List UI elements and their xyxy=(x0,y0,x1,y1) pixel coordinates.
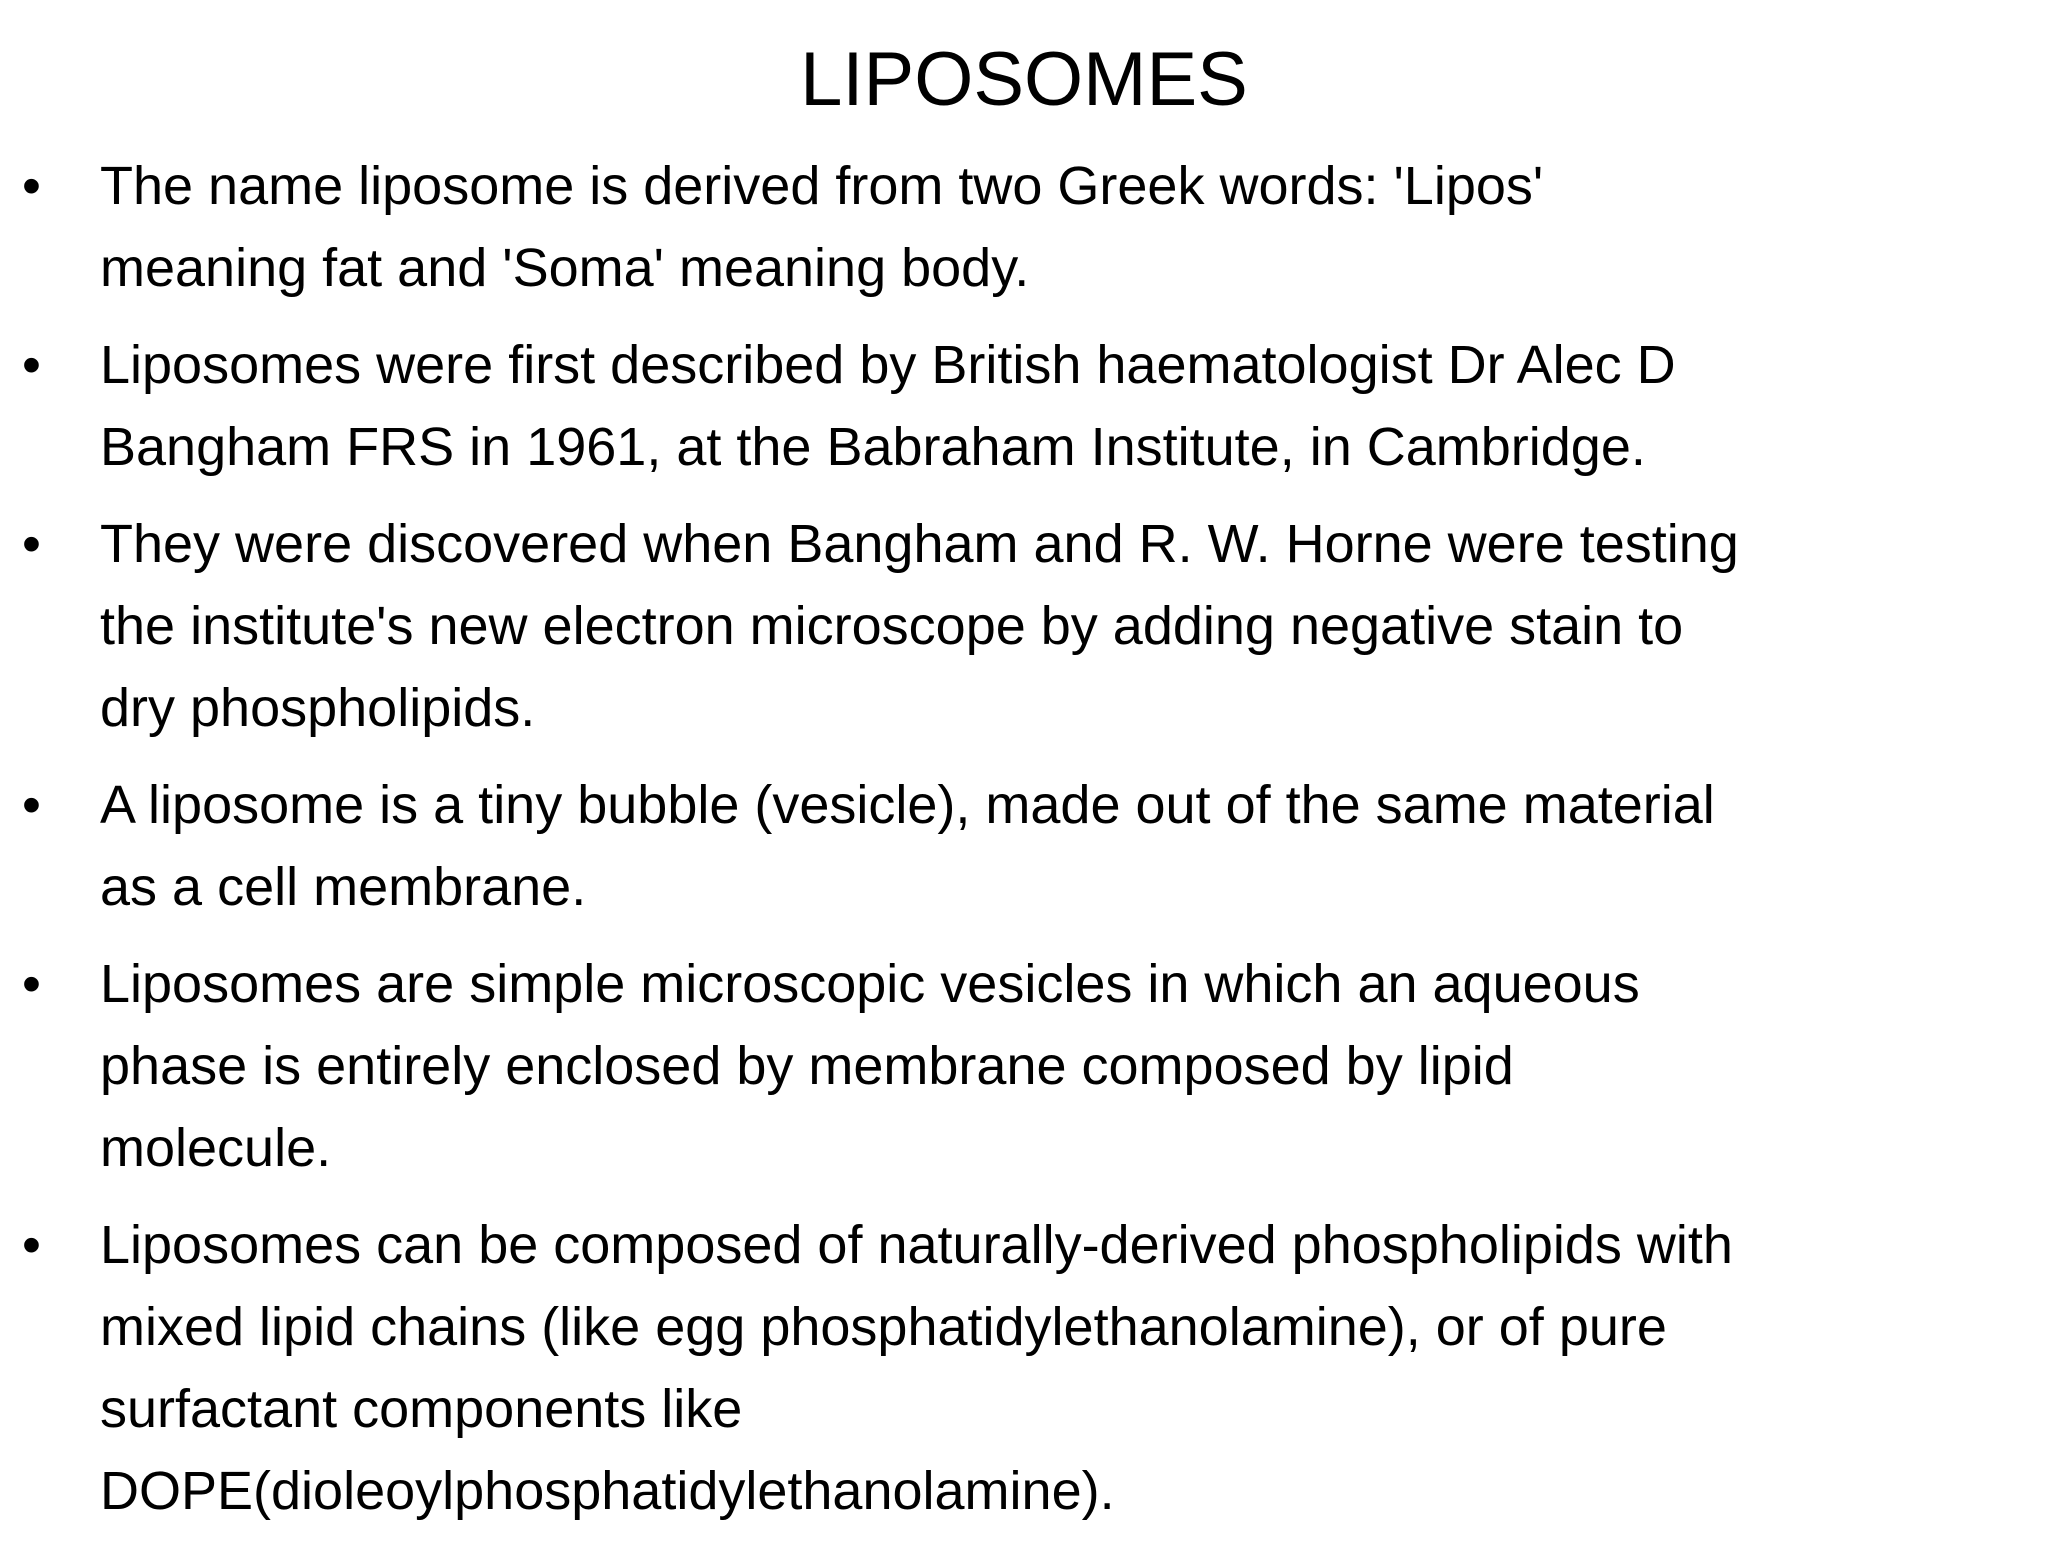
bullet-text-line: DOPE(dioleoylphosphatidylethanolamine). xyxy=(100,1461,1115,1521)
bullet-text-line: molecule. xyxy=(100,1118,332,1178)
bullet-text-line: meaning fat and 'Soma' meaning body. xyxy=(100,238,1030,298)
bullet-marker: • xyxy=(22,775,41,835)
bullet-text-line: surfactant components like xyxy=(100,1379,743,1439)
bullet-text-line: The name liposome is derived from two Greek words: 'Lipos' xyxy=(100,156,1544,216)
bullet-text-line: as a cell membrane. xyxy=(100,857,587,917)
bullet-text-line: the institute's new electron microscope by adding negative stain to xyxy=(100,596,1684,656)
bullet-item xyxy=(0,145,2048,309)
bullet-text-line: A liposome is a tiny bubble (vesicle), made out of the same material xyxy=(100,775,1715,835)
bullet-marker: • xyxy=(22,156,41,216)
bullet-list xyxy=(0,145,2048,1547)
bullet-text-line: Liposomes are simple microscopic vesicles in which an aqueous xyxy=(100,954,1640,1014)
bullet-text-line: phase is entirely enclosed by membrane composed by lipid xyxy=(100,1036,1514,1096)
bullet-text-line: dry phospholipids. xyxy=(100,678,536,738)
bullet-item xyxy=(0,943,2048,1189)
bullet-item xyxy=(0,1204,2048,1532)
slide-title: LIPOSOMES xyxy=(800,37,1248,122)
bullet-text-line: Bangham FRS in 1961, at the Babraham Institute, in Cambridge. xyxy=(100,417,1646,477)
bullet-marker: • xyxy=(22,514,41,574)
bullet-item xyxy=(0,324,2048,488)
bullet-text-line: Liposomes can be composed of naturally-derived phospholipids with xyxy=(100,1215,1733,1275)
bullet-text-line: mixed lipid chains (like egg phosphatidylethanolamine), or of pure xyxy=(100,1297,1667,1357)
bullet-marker: • xyxy=(22,335,41,395)
bullet-marker: • xyxy=(22,1215,41,1275)
bullet-item xyxy=(0,503,2048,749)
bullet-marker: • xyxy=(22,954,41,1014)
bullet-text-line: They were discovered when Bangham and R. W. Horne were testing xyxy=(100,514,1739,574)
bullet-item xyxy=(0,764,2048,928)
bullet-text-line: Liposomes were first described by British haematologist Dr Alec D xyxy=(100,335,1676,395)
